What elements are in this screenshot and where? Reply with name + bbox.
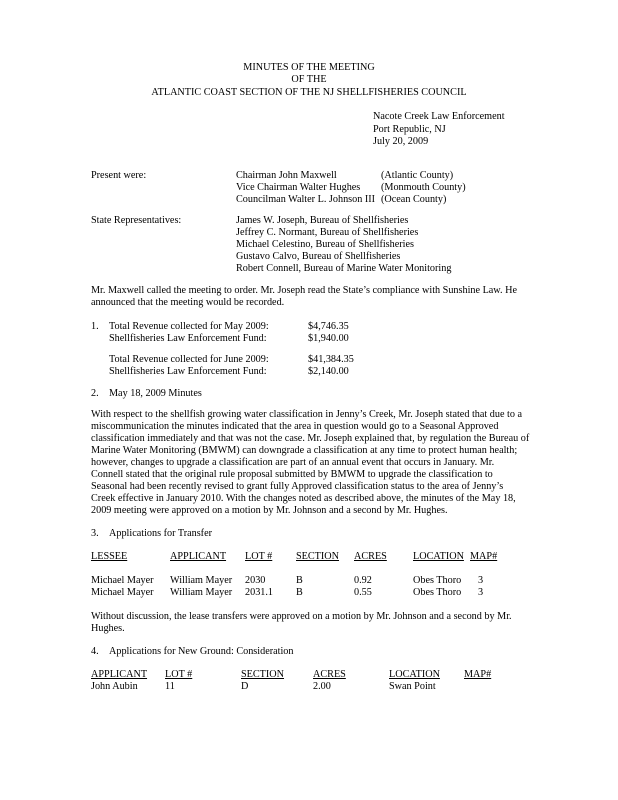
member-county: (Ocean County) bbox=[381, 194, 447, 205]
cell-applicant: John Aubin bbox=[91, 681, 138, 692]
item2-heading: May 18, 2009 Minutes bbox=[109, 388, 202, 399]
cell-location: Obes Thoro bbox=[413, 575, 462, 586]
cell-applicant: William Mayer bbox=[170, 587, 233, 598]
cell-map: 3 bbox=[478, 587, 484, 598]
cell-acres: 0.92 bbox=[354, 575, 372, 586]
transfer-paragraph-line: Hughes. bbox=[91, 623, 125, 634]
state-rep-name: Gustavo Calvo, Bureau of Shellfisheries bbox=[236, 251, 401, 262]
revenue-label: Shellfisheries Law Enforcement Fund: bbox=[109, 366, 267, 377]
col-header-section: SECTION bbox=[296, 551, 340, 562]
cell-lessee: Michael Mayer bbox=[91, 587, 154, 598]
cell-acres: 0.55 bbox=[354, 587, 372, 598]
present-label: Present were: bbox=[91, 170, 147, 181]
cell-location: Swan Point bbox=[389, 681, 436, 692]
title-line-3: ATLANTIC COAST SECTION OF THE NJ SHELLFISHERIES COUNCIL bbox=[151, 87, 467, 98]
minutes-paragraph-line: miscommunication the minutes indicated that the area in question would go to a Seasonal Approved bbox=[91, 421, 499, 432]
col-header-lessee: LESSEE bbox=[91, 551, 128, 562]
member-county: (Monmouth County) bbox=[381, 182, 466, 193]
item2-number: 2. bbox=[91, 388, 99, 399]
cell-map: 3 bbox=[478, 575, 484, 586]
state-rep-name: Robert Connell, Bureau of Marine Water Monitoring bbox=[236, 263, 452, 274]
cell-applicant: William Mayer bbox=[170, 575, 233, 586]
location-line-1: Nacote Creek Law Enforcement bbox=[373, 111, 505, 122]
cell-section: B bbox=[296, 575, 303, 586]
revenue-label: Total Revenue collected for June 2009: bbox=[109, 354, 269, 365]
col-header-applicant: APPLICANT bbox=[170, 551, 227, 562]
item4-heading: Applications for New Ground: Consideration bbox=[109, 646, 294, 657]
state-rep-name: Jeffrey C. Normant, Bureau of Shellfisheries bbox=[236, 227, 419, 238]
opening-paragraph-line: announced that the meeting would be recorded. bbox=[91, 297, 285, 308]
opening-paragraph-line: Mr. Maxwell called the meeting to order. Mr. Joseph read the State’s compliance with Sunshine Law. He bbox=[91, 285, 517, 296]
member-name: Vice Chairman Walter Hughes bbox=[236, 182, 361, 193]
cell-section: B bbox=[296, 587, 303, 598]
title-line-2: OF THE bbox=[291, 74, 327, 85]
item1-number: 1. bbox=[91, 321, 99, 332]
cell-lot: 2031.1 bbox=[245, 587, 274, 598]
minutes-paragraph-line: Seasonal had been recently revised to grant fully Approved classification status to the area of Jenny’s bbox=[91, 481, 504, 492]
minutes-paragraph-line: classification immediately and that was not the case. Mr. Joseph explained that, by regulation the Bureau of bbox=[91, 433, 530, 444]
cell-lessee: Michael Mayer bbox=[91, 575, 154, 586]
minutes-paragraph-line: Marine Water Monitoring (BMWM) can downgrade a classification at any time to protect human health; bbox=[91, 445, 518, 456]
col-header-section: SECTION bbox=[241, 669, 285, 680]
cell-location: Obes Thoro bbox=[413, 587, 462, 598]
cell-section: D bbox=[241, 681, 249, 692]
col-header-lot: LOT # bbox=[245, 551, 273, 562]
col-header-acres: ACRES bbox=[354, 551, 387, 562]
item4-number: 4. bbox=[91, 646, 99, 657]
title-line-1: MINUTES OF THE MEETING bbox=[243, 62, 375, 73]
revenue-label: Shellfisheries Law Enforcement Fund: bbox=[109, 333, 267, 344]
revenue-value: $1,940.00 bbox=[308, 333, 349, 344]
col-header-applicant: APPLICANT bbox=[91, 669, 148, 680]
col-header-lot: LOT # bbox=[165, 669, 193, 680]
minutes-paragraph-line: 2009 meeting were approved on a motion by Mr. Johnson and a second by Mr. Hughes. bbox=[91, 505, 448, 516]
col-header-location: LOCATION bbox=[413, 551, 464, 562]
minutes-paragraph-line: Connell stated that the original rule proposal submitted by BMWM to upgrade the classification to bbox=[91, 469, 493, 480]
revenue-value: $4,746.35 bbox=[308, 321, 349, 332]
item3-number: 3. bbox=[91, 528, 99, 539]
cell-lot: 11 bbox=[165, 681, 175, 692]
revenue-value: $41,384.35 bbox=[308, 354, 354, 365]
revenue-value: $2,140.00 bbox=[308, 366, 349, 377]
col-header-map: MAP# bbox=[464, 669, 492, 680]
revenue-label: Total Revenue collected for May 2009: bbox=[109, 321, 269, 332]
minutes-paragraph-line: however, changes to upgrade a classification are part of an annual event that occurs in January. Mr. bbox=[91, 457, 495, 468]
member-name: Chairman John Maxwell bbox=[236, 170, 337, 181]
minutes-paragraph-line: With respect to the shellfish growing water classification in Jenny’s Creek, Mr. Joseph stated that due to a bbox=[91, 409, 523, 420]
member-county: (Atlantic County) bbox=[381, 170, 454, 181]
state-rep-name: James W. Joseph, Bureau of Shellfisheries bbox=[236, 215, 409, 226]
minutes-paragraph-line: Creek effective in January 2010. With the changes noted as described above, the minutes of the May 18, bbox=[91, 493, 516, 504]
meeting-date: July 20, 2009 bbox=[373, 136, 429, 147]
col-header-acres: ACRES bbox=[313, 669, 346, 680]
state-reps-label: State Representatives: bbox=[91, 215, 182, 226]
col-header-location: LOCATION bbox=[389, 669, 440, 680]
cell-acres: 2.00 bbox=[313, 681, 331, 692]
col-header-map: MAP# bbox=[470, 551, 498, 562]
state-rep-name: Michael Celestino, Bureau of Shellfisheries bbox=[236, 239, 414, 250]
location-line-2: Port Republic, NJ bbox=[373, 124, 446, 135]
transfer-paragraph-line: Without discussion, the lease transfers were approved on a motion by Mr. Johnson and a second by Mr. bbox=[91, 611, 512, 622]
member-name: Councilman Walter L. Johnson III bbox=[236, 194, 376, 205]
cell-lot: 2030 bbox=[245, 575, 266, 586]
item3-heading: Applications for Transfer bbox=[109, 528, 212, 539]
